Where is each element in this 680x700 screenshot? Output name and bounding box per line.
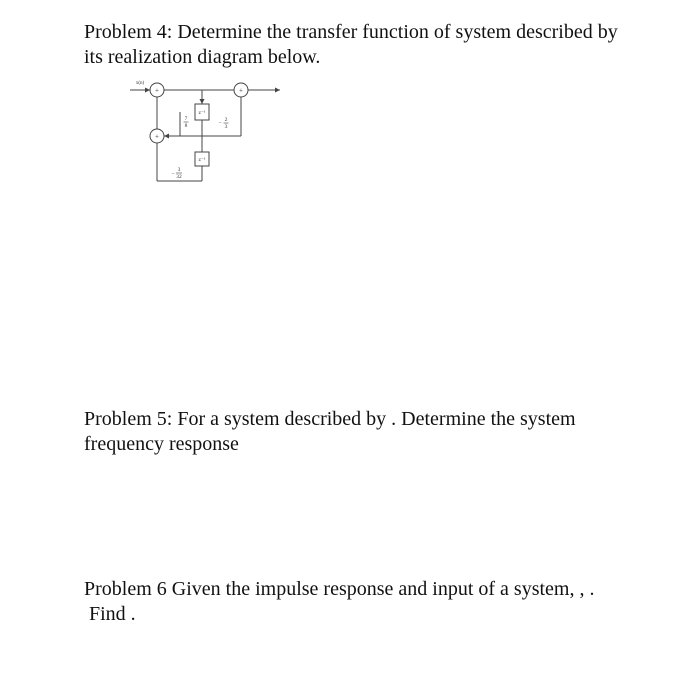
coef-a-num: 7 bbox=[184, 116, 188, 122]
adder-feedback-symbol: + bbox=[155, 132, 159, 141]
problem-4-line-1: Problem 4: Determine the transfer function of system described by bbox=[84, 21, 618, 43]
coef-c-sign: − bbox=[171, 171, 175, 177]
problem-6-line-1: Problem 6 Given the impulse response and input of a system, , . bbox=[84, 578, 595, 600]
coef-b bbox=[218, 117, 228, 130]
coef-b-den: 3 bbox=[224, 124, 228, 130]
adder-output-symbol: + bbox=[239, 86, 243, 95]
coef-c-num: 3 bbox=[177, 167, 181, 173]
adder-input-symbol: + bbox=[155, 86, 159, 95]
problem-4 bbox=[84, 20, 664, 70]
delay-label-top: z⁻¹ bbox=[198, 110, 206, 116]
problem-6 bbox=[84, 577, 664, 627]
coef-c-den: 32 bbox=[176, 174, 182, 180]
adder2-arrow bbox=[164, 134, 169, 139]
problem-4-line-2: its realization diagram below. bbox=[84, 46, 321, 68]
realization-diagram bbox=[120, 76, 290, 188]
problem-5 bbox=[84, 407, 664, 457]
output-arrow bbox=[275, 88, 280, 93]
coef-c bbox=[171, 167, 182, 180]
delay-label-bottom: z⁻¹ bbox=[198, 157, 206, 163]
input-arrow bbox=[145, 88, 150, 93]
input-label: x(n) bbox=[135, 81, 145, 86]
coef-a bbox=[184, 116, 189, 129]
center-down-arrow bbox=[200, 99, 205, 104]
problem-6-line-2: Find . bbox=[89, 603, 136, 625]
problem-5-line-2: frequency response bbox=[84, 433, 239, 455]
coef-a-den: 8 bbox=[184, 123, 188, 129]
coef-b-num: 2 bbox=[224, 117, 228, 123]
problem-5-line-1: Problem 5: For a system described by . Determine the system bbox=[84, 408, 576, 430]
coef-b-sign: − bbox=[218, 120, 222, 126]
